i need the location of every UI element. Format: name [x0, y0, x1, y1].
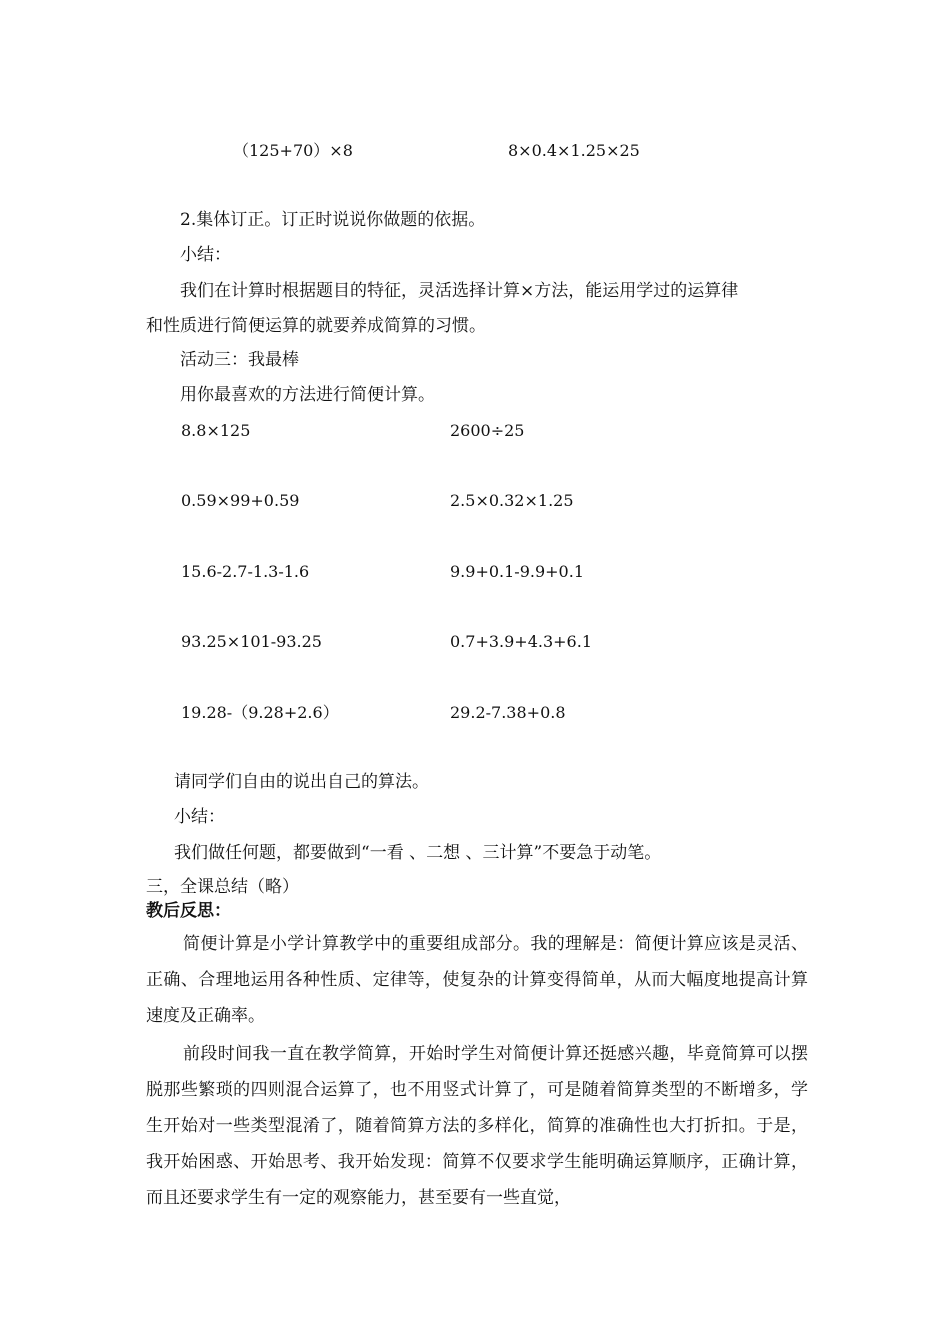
- activity-instruction: 用你最喜欢的方法进行简便计算。: [180, 385, 435, 405]
- exercise-right: 29.2-7.38+0.8: [450, 703, 566, 722]
- exercise-right: 0.7+3.9+4.3+6.1: [450, 632, 592, 651]
- expression-top-right: 8×0.4×1.25×25: [508, 141, 640, 160]
- reflection-paragraph: 简便计算是小学计算教学中的重要组成部分。我的理解是：简便计算应该是灵活、正确、合理地运用各种性质、定律等，使复杂的计算变得简单，从而大幅度地提高计算速度及正确率。: [146, 934, 808, 1026]
- exercise-left: 8.8×125: [181, 421, 251, 440]
- expression-top-left: （125+70）×8: [233, 141, 353, 160]
- reflection-paragraph: 前段时间我一直在教学简算，开始时学生对简便计算还挺感兴趣，毕竟简算可以摆脱那些繁琐的四则混合运算了，也不用竖式计算了，可是随着简算类型的不断增多，学生开始对一些类型混淆了，随着简算方法的多样化，简算的准确性也大打折扣。于是，我开始困惑、开始思考、我开始发现：简算不仅要求学生能明确运算顺序，正确计算，而且还要求学生有一定的观察能力，甚至要有一些直觉，: [146, 1044, 808, 1208]
- exercise-right: 2.5×0.32×1.25: [450, 491, 574, 510]
- activity-title: 活动三：我最棒: [180, 350, 299, 370]
- summary-text-line: 我们在计算时根据题目的特征，灵活选择计算×方法，能运用学过的运算律: [180, 281, 739, 301]
- correction-step: 2.集体订正。订正时说说你做题的依据。: [180, 210, 486, 230]
- summary-label: 小结：: [180, 245, 231, 265]
- summary-label: 小结：: [174, 807, 225, 827]
- summary-text-line: 和性质进行简便运算的就要养成简算的习惯。: [146, 316, 486, 336]
- reflection-body: [146, 926, 808, 1216]
- invite-text: 请同学们自由的说出自己的算法。: [174, 772, 429, 792]
- exercise-left: 15.6-2.7-1.3-1.6: [181, 562, 310, 581]
- exercise-left: 0.59×99+0.59: [181, 491, 300, 510]
- section-heading: 三，全课总结（略）: [146, 877, 299, 897]
- summary-text: 我们做任何题，都要做到“一看 、二想 、三计算”不要急于动笔。: [174, 843, 662, 863]
- reflection-heading: 教后反思：: [146, 901, 231, 921]
- exercise-left: 19.28-（9.28+2.6）: [181, 703, 339, 722]
- exercise-right: 9.9+0.1-9.9+0.1: [450, 562, 584, 581]
- exercise-right: 2600÷25: [450, 421, 525, 440]
- exercise-left: 93.25×101-93.25: [181, 632, 322, 651]
